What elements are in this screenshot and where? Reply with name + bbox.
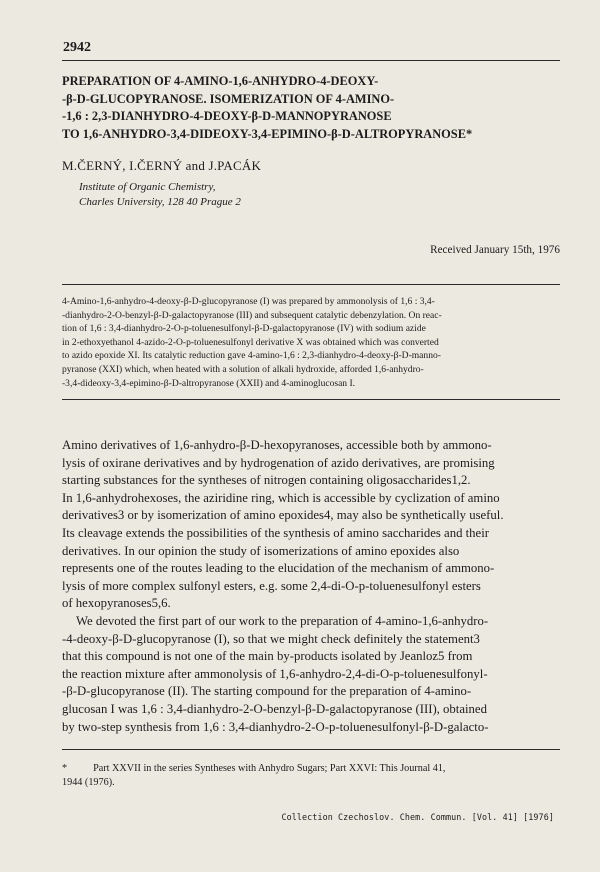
article-body <box>62 437 560 736</box>
abstract <box>62 295 560 390</box>
affiliation <box>79 180 241 210</box>
body-line: lysis of oxirane derivatives and by hydrogenation of azido derivatives, are promising <box>62 455 495 470</box>
body-line: that this compound is not one of the main by-products isolated by Jeanloz5 from <box>62 649 473 664</box>
affiliation-line: Institute of Organic Chemistry, <box>79 181 216 193</box>
body-line: Its cleavage extends the possibilities of the synthesis of amino saccharides and their <box>62 525 490 540</box>
body-line: -β-D-glucopyranose (II). The starting compound for the preparation of 4-amino- <box>62 684 472 699</box>
abstract-line: 4-Amino-1,6-anhydro-4-deoxy-β-D-glucopyranose (I) was prepared by ammonolysis of 1,6 : 3,4- <box>62 296 435 307</box>
received-date: Received January 15th, 1976 <box>430 244 560 256</box>
abstract-line: to azido epoxide XI. Its catalytic reduction gave 4-amino-1,6 : 2,3-dianhydro-4-deoxy-β-D-manno- <box>62 350 441 362</box>
title-line: -1,6 : 2,3-DIANHYDRO-4-DEOXY-β-D-MANNOPYRANOSE <box>62 109 392 123</box>
abstract-bottom-rule <box>62 399 560 400</box>
affiliation-line: Charles University, 128 40 Prague 2 <box>79 196 241 208</box>
abstract-line: pyranose (XXI) which, when heated with a solution of alkali hydroxide, afforded 1,6-anhydro- <box>62 363 424 375</box>
page-number: 2942 <box>63 40 91 55</box>
body-line: -4-deoxy-β-D-glucopyranose (I), so that we might check definitely the statement3 <box>62 631 480 646</box>
body-line: In 1,6-anhydrohexoses, the aziridine ring, which is accessible by cyclization of amino <box>62 490 500 505</box>
body-line: of hexopyranoses5,6. <box>62 596 171 611</box>
abstract-line: in 2-ethoxyethanol 4-azido-2-O-p-toluenesulfonyl derivative X was obtained which was converted <box>62 336 439 348</box>
footnote-text: Part XXVII in the series Syntheses with Anhydro Sugars; Part XXVI: This Journal 41, <box>93 763 446 774</box>
abstract-line: -3,4-dideoxy-3,4-epimino-β-D-altropyranose (XXII) and 4-aminoglucosan I. <box>62 377 356 389</box>
body-line: by two-step synthesis from 1,6 : 3,4-dianhydro-2-O-p-toluenesulfonyl-β-D-galacto- <box>62 719 489 734</box>
abstract-top-rule <box>62 284 560 285</box>
title-line: PREPARATION OF 4-AMINO-1,6-ANHYDRO-4-DEOXY- <box>62 74 379 88</box>
abstract-line: tion of 1,6 : 3,4-dianhydro-2-O-p-toluenesulfonyl-β-D-galactopyranose (IV) with sodium azide <box>62 323 426 335</box>
body-line: the reaction mixture after ammonolysis of 1,6-anhydro-2,4-di-O-p-toluenesulfonyl- <box>62 666 488 681</box>
body-line: derivatives3 or by isomerization of amino epoxides4, may also be synthetically useful. <box>62 508 504 523</box>
body-line: starting substances for the syntheses of nitrogen containing oligosaccharides1,2. <box>62 473 471 488</box>
header-rule <box>62 60 560 61</box>
body-line: represents one of the routes leading to the elucidation of the mechanism of ammono- <box>62 561 495 576</box>
footnote-line <box>62 762 560 776</box>
abstract-line: -dianhydro-2-O-benzyl-β-D-galactopyranose (III) and subsequent catalytic debenzylation. On reac- <box>62 309 442 321</box>
title-line: -β-D-GLUCOPYRANOSE. ISOMERIZATION OF 4-AMINO- <box>62 91 395 106</box>
body-line: lysis of more complex sulfonyl esters, e.g. some 2,4-di-O-p-toluenesulfonyl esters <box>62 578 481 593</box>
footnote <box>62 762 560 790</box>
body-line: We devoted the first part of our work to the preparation of 4-amino-1,6-anhydro- <box>76 613 489 628</box>
title-line: TO 1,6-ANHYDRO-3,4-DIDEOXY-3,4-EPIMINO-β-D-ALTROPYRANOSE* <box>62 126 473 141</box>
body-line: derivatives. In our opinion the study of isomerizations of amino epoxides also <box>62 543 460 558</box>
article-title <box>62 73 572 143</box>
footnote-line: 1944 (1976). <box>62 777 115 788</box>
body-line: glucosan I was 1,6 : 3,4-dianhydro-2-O-benzyl-β-D-galactopyranose (III), obtained <box>62 701 487 716</box>
footnote-marker: * <box>62 763 68 774</box>
authors: M.ČERNÝ, I.ČERNÝ and J.PACÁK <box>62 158 262 173</box>
body-line: Amino derivatives of 1,6-anhydro-β-D-hexopyranoses, accessible both by ammono- <box>62 438 492 452</box>
journal-citation: Collection Czechoslov. Chem. Commun. [Vol. 41] [1976] <box>281 812 554 822</box>
footnote-rule <box>62 749 560 750</box>
